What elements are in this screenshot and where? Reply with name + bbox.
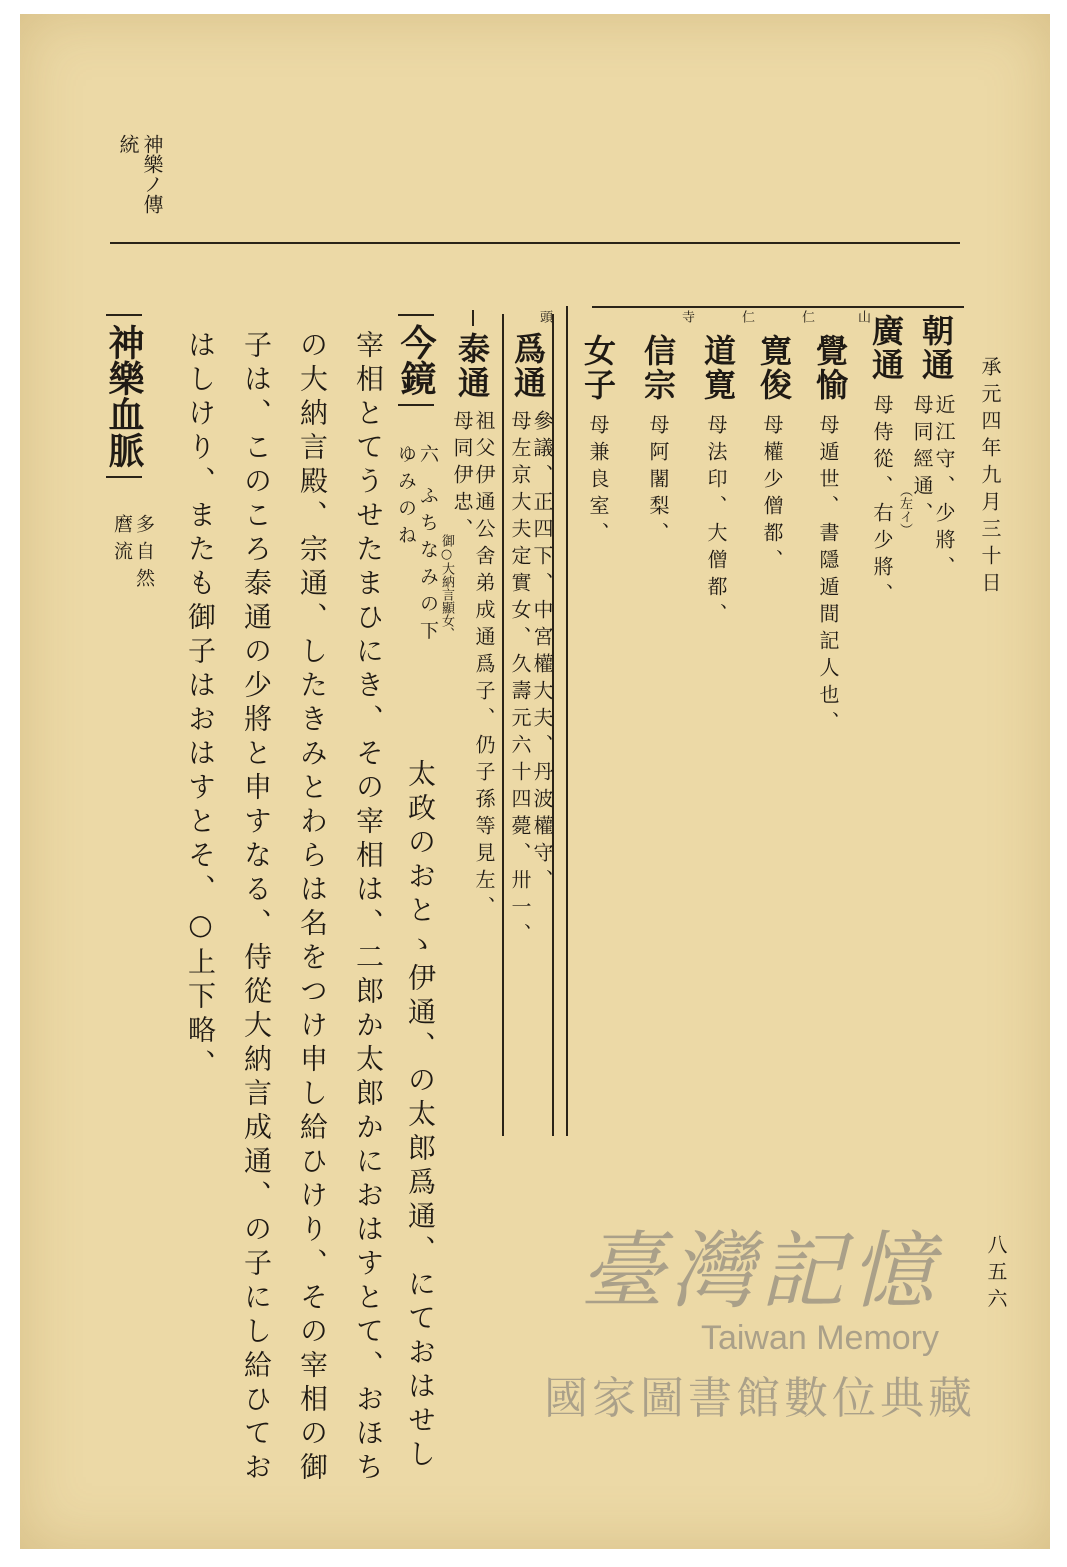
kagura-subtitle1: 多自然: [133, 514, 155, 595]
yasumichi-small: 御○大納言顯女、: [439, 534, 454, 640]
running-header-line1: 神樂ノ傳: [140, 134, 164, 214]
entry-mark: 山: [855, 310, 870, 323]
entry-mark: 仁: [799, 310, 814, 323]
imakagami-subtitle2: ゆみのね: [395, 444, 417, 552]
yasumichi-name: 泰通: [453, 332, 491, 400]
running-header-line2: 統: [116, 134, 140, 154]
yasumichi-text: 母同伊忠、: [450, 410, 474, 545]
imakagami-line: 子は、このころ泰通の少將と申すなる、侍從大納言成通、の子にし給ひてお: [240, 330, 273, 1486]
tametsu-text: 母左京大夫定實女、久壽元六十四薨、卅一、: [508, 410, 532, 950]
genealogy-connector: [592, 306, 964, 308]
entry-name: 覺愉: [811, 334, 849, 402]
imakagami-line: 太政のおとゝ伊通、の太郎爲通、にておはせし: [404, 759, 437, 1473]
entry-text: 母法印、大僧都、: [704, 414, 728, 630]
entry-text: 母侍從、右少將、: [870, 394, 894, 610]
entry-mark: 仁: [739, 310, 754, 323]
entry-name: 信宗: [639, 334, 677, 402]
header-rule: [110, 242, 960, 244]
kagura-title: 神樂血脈: [106, 314, 142, 478]
entry-text: 母兼良室、: [586, 414, 610, 549]
tametsu-mark: 頭: [537, 310, 552, 323]
imakagami-line: 宰相とてうせたまひにき、その宰相は、二郎か太郎かにおはすとて、おほち: [352, 330, 385, 1486]
entry-text: 母權少僧都、: [760, 414, 784, 576]
entry-note: （左イ）: [897, 484, 912, 536]
tametsu-name: 爲通: [509, 332, 547, 400]
entry-name: 廣通: [867, 314, 905, 382]
watermark-chinese: 國家圖書館數位典藏: [544, 1374, 976, 1423]
yasumichi-tick: [472, 310, 474, 326]
kagura-subtitle2: 麿流: [111, 514, 133, 568]
genealogy-vertical-line: [566, 306, 568, 1136]
entry-name: 女子: [579, 334, 617, 402]
watermark: [490, 1204, 1030, 1464]
imakagami-line: の大納言殿、宗通、したきみとわらは名をつけ申し給ひけり、その宰相の御: [296, 330, 329, 1486]
entry-text: 母遁世、書隱遁間記人也、: [816, 414, 840, 738]
entry-mark: 寺: [679, 310, 694, 323]
date-line: 承元四年九月三十日: [978, 356, 1002, 599]
tametsu-note: 參議、正四下、中宮權大夫、丹波權守、: [530, 410, 554, 896]
watermark-english: Taiwan Memory: [700, 1319, 940, 1357]
entry-text: 母同經通、: [910, 394, 934, 529]
watermark-calligraphy: 臺灣記憶: [579, 1222, 940, 1320]
entry-note: 近江守、少將、: [932, 394, 956, 583]
document-page: [20, 14, 1050, 1549]
page-number: 八五六: [984, 1234, 1008, 1315]
imakagami-line: はしけり、またも御子はおはすとそ、○上下略、: [184, 330, 217, 1083]
entry-text: 母阿闍梨、: [646, 414, 670, 549]
entry-name: 朝通: [917, 314, 955, 382]
yasumichi-note: 祖父伊通公舍弟成通爲子、仍子孫等見左、: [472, 410, 496, 923]
entry-name: 寛俊: [755, 334, 793, 402]
imakagami-subtitle: 六 ふちなみの下: [417, 444, 439, 648]
entry-name: 道寛: [699, 334, 737, 402]
imakagami-title: 今鏡: [398, 314, 434, 406]
